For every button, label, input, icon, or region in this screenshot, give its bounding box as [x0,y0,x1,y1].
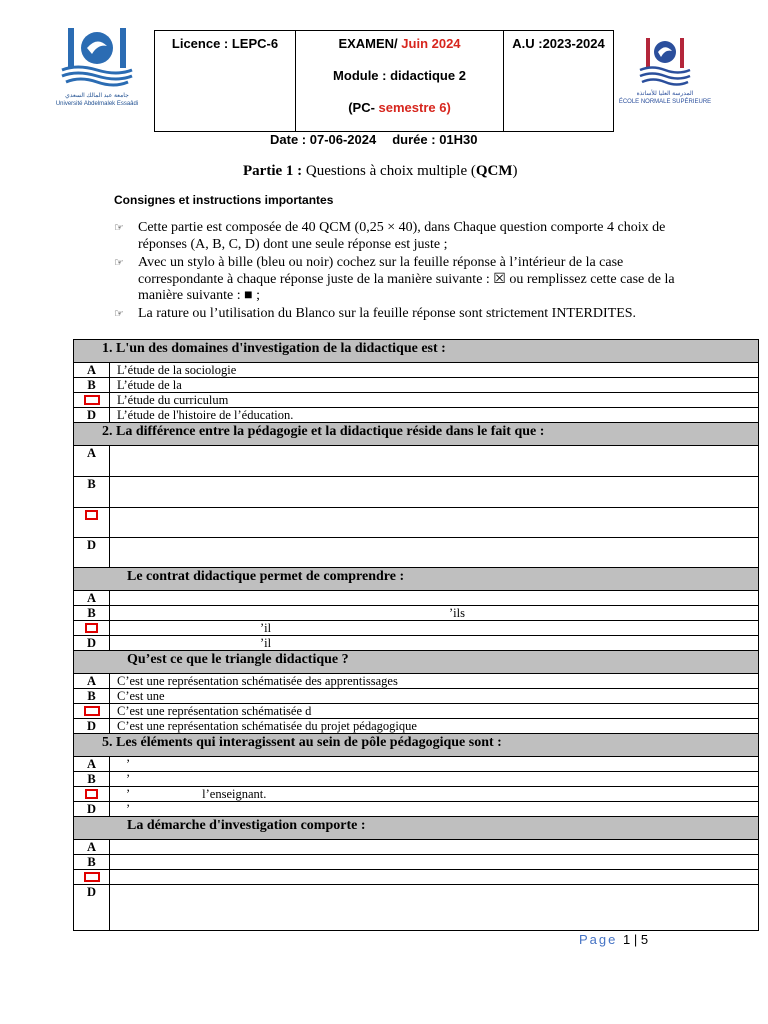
answer-row[interactable]: ’ l’enseignant. [74,787,759,802]
university-emblem-icon [52,26,142,88]
licence-cell [155,31,296,131]
pointing-hand-icon: ☞ [114,222,124,234]
question-header: 5. Les éléments qui interagissent au sein de pôle pédagogique sont : [74,734,759,757]
answer-mark [85,623,98,633]
answer-row[interactable]: D [74,885,759,931]
answer-row[interactable]: D C’est une représentation schématisée du projet pédagogique [74,719,759,734]
module-label: Module : didactique 2 [333,68,466,83]
answer-row[interactable]: B ’ [74,772,759,787]
licence-label: Licence : LEPC-6 [171,36,279,51]
answer-mark [84,706,100,716]
qcm-table [73,339,759,931]
answer-row[interactable]: B ’ils [74,606,759,621]
instruction-item: ☞ Cette partie est composée de 40 QCM (0,25 × 40), dans Chaque question comporte 4 choix de réponses (A, B, C, D) dont une seule réponse est juste ; [114,220,666,252]
answer-mark [85,510,98,520]
exam-title: EXAMEN/ Juin 2024 [338,36,461,51]
answer-row[interactable] [74,508,759,538]
question-header: Le contrat didactique permet de comprendre : [74,568,759,591]
answer-row[interactable]: A [74,446,759,477]
ens-emblem-icon [618,36,712,86]
pointing-hand-icon: ☞ [114,257,124,269]
exam-duration: durée : 01H30 [392,132,478,147]
ens-logo-caption: المدرسة العليا للأساتذة ÉCOLE NORMALE SUPÉRIEURE [618,91,712,105]
answer-row[interactable]: C’est une représentation schématisée d [74,704,759,719]
answer-row[interactable]: D L’étude de l'histoire de l’éducation. [74,408,759,423]
answer-row[interactable]: A [74,591,759,606]
exam-cell [296,31,504,131]
part-title: Partie 1 : Questions à choix multiple (QCM) [243,163,518,179]
answer-row[interactable]: D ’il [74,636,759,651]
answer-row[interactable]: D ’ [74,802,759,817]
answer-row[interactable]: B L’étude de la [74,378,759,393]
answer-mark [84,395,100,405]
answer-row[interactable]: B [74,855,759,870]
answer-row[interactable]: A ’ [74,757,759,772]
instructions-title: Consignes et instructions importantes [114,193,334,207]
instruction-item: ☞ La rature ou l’utilisation du Blanco sur la feuille réponse sont strictement INTERDITES. [114,306,637,321]
answer-row[interactable]: A C’est une représentation schématisée des apprentissages [74,674,759,689]
question-header: 2. La différence entre la pédagogie et la didactique réside dans le fait que : [74,423,759,446]
answer-row[interactable]: D [74,538,759,568]
answer-row[interactable]: A L’étude de la sociologie [74,363,759,378]
answer-row[interactable]: B C’est une [74,689,759,704]
answer-mark [84,872,100,882]
semester-label: (PC- semestre 6) [348,100,451,115]
question-header: Qu’est ce que le triangle didactique ? [74,651,759,674]
university-logo [52,26,142,114]
university-logo-caption: جامعة عبد المالك السعدي Université Abdelmalek Essaâdi [55,93,139,107]
pointing-hand-icon: ☞ [114,308,124,320]
exam-date: Date : 07-06-2024 [270,132,377,147]
answer-row[interactable] [74,870,759,885]
exam-date-line [270,132,494,147]
question-header: 1. L'un des domaines d'investigation de la didactique est : [74,340,759,363]
answer-row[interactable]: ’il [74,621,759,636]
ens-logo [618,36,712,112]
instruction-item: ☞ Avec un stylo à bille (bleu ou noir) cochez sur la feuille réponse à l’intérieur de la case correspondante à chaque réponse juste de la manière suivante : ☒ ou remplissez cette case de la manière suivante : ■ ; [114,255,675,303]
academic-year: A.U :2023-2024 [512,36,605,51]
answer-row[interactable]: A [74,840,759,855]
answer-row[interactable]: B [74,477,759,508]
exam-header-table [154,30,614,132]
answer-row[interactable]: L’étude du curriculum [74,393,759,408]
answer-mark [85,789,98,799]
question-header: La démarche d'investigation comporte : [74,817,759,840]
page-number: Page 1 | 5 [579,932,649,947]
academic-year-cell [504,31,613,131]
